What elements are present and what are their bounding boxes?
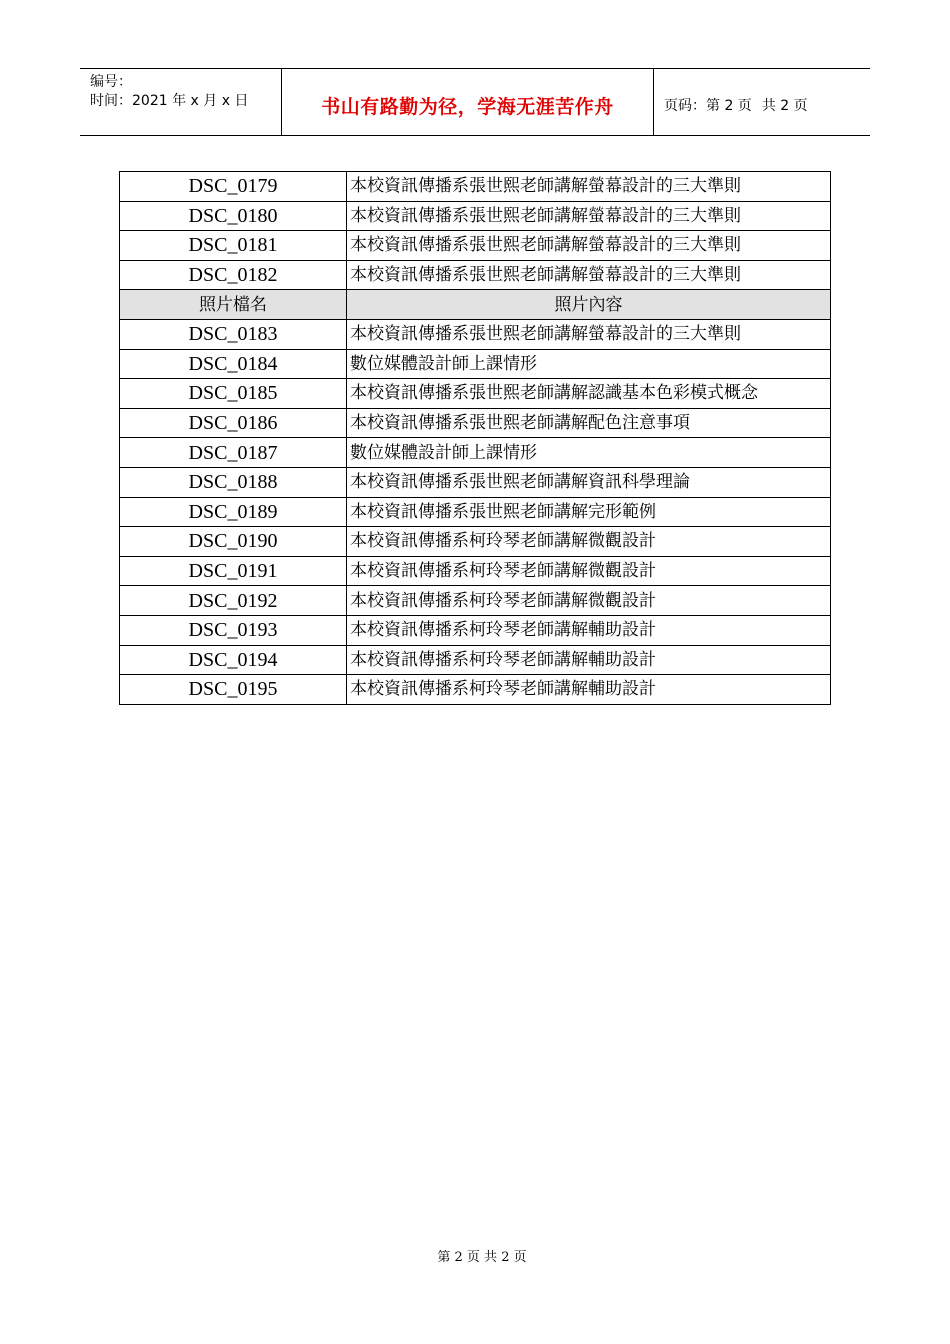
table-row (120, 556, 831, 586)
photo-filename: DSC_0180 (120, 201, 347, 231)
column-header-filename: 照片檔名 (120, 290, 347, 320)
photo-description: 本校資訊傳播系張世熙老師講解資訊科學理論 (347, 467, 831, 497)
table-row (120, 615, 831, 645)
table-row (120, 319, 831, 349)
photo-filename: DSC_0193 (120, 615, 347, 645)
photo-filename: DSC_0188 (120, 467, 347, 497)
photo-filename: DSC_0190 (120, 527, 347, 557)
photo-description: 本校資訊傳播系張世熙老師講解配色注意事項 (347, 408, 831, 438)
photo-description: 本校資訊傳播系張世熙老師講解螢幕設計的三大準則 (347, 231, 831, 261)
photo-description: 本校資訊傳播系張世熙老師講解螢幕設計的三大準則 (347, 319, 831, 349)
photo-filename: DSC_0195 (120, 675, 347, 705)
photo-filename: DSC_0191 (120, 556, 347, 586)
table-row (120, 497, 831, 527)
table-row (120, 467, 831, 497)
photo-description: 本校資訊傳播系柯玲琴老師講解輔助設計 (347, 615, 831, 645)
photo-table-body-bottom (120, 319, 831, 704)
photo-description: 本校資訊傳播系張世熙老師講解螢幕設計的三大準則 (347, 260, 831, 290)
photo-table (119, 171, 831, 705)
table-row (120, 408, 831, 438)
photo-description: 本校資訊傳播系柯玲琴老師講解微觀設計 (347, 527, 831, 557)
page-footer: 第 2 页 共 2 页 (437, 1250, 527, 1265)
table-row (120, 379, 831, 409)
table-header-row (120, 290, 831, 320)
photo-filename: DSC_0183 (120, 319, 347, 349)
photo-table-body-top (120, 172, 831, 290)
table-row (120, 349, 831, 379)
table-row (120, 260, 831, 290)
table-row (120, 586, 831, 616)
photo-filename: DSC_0185 (120, 379, 347, 409)
photo-filename: DSC_0181 (120, 231, 347, 261)
photo-description: 本校資訊傳播系柯玲琴老師講解輔助設計 (347, 645, 831, 675)
photo-filename: DSC_0186 (120, 408, 347, 438)
photo-description: 本校資訊傳播系柯玲琴老師講解輔助設計 (347, 675, 831, 705)
photo-description: 數位媒體設計師上課情形 (347, 349, 831, 379)
photo-filename: DSC_0194 (120, 645, 347, 675)
photo-description: 本校資訊傳播系張世熙老師講解螢幕設計的三大準則 (347, 172, 831, 202)
number-label: 编号： (90, 74, 132, 90)
header-meta (80, 69, 282, 135)
photo-description: 本校資訊傳播系張世熙老師講解完形範例 (347, 497, 831, 527)
page-label: 页码：第 2 页 (664, 98, 752, 114)
photo-filename: DSC_0187 (120, 438, 347, 468)
photo-description: 本校資訊傳播系張世熙老師講解認識基本色彩模式概念 (347, 379, 831, 409)
table-row (120, 645, 831, 675)
header-motto: 书山有路勤为径，学海无涯苦作舟 (282, 69, 654, 135)
column-header-content: 照片內容 (347, 290, 831, 320)
photo-table-header (120, 290, 831, 320)
table-row (120, 172, 831, 202)
time-label: 时间：2021 年 x 月 x 日 (90, 93, 249, 109)
page-header (80, 68, 870, 136)
table-row (120, 675, 831, 705)
photo-filename: DSC_0184 (120, 349, 347, 379)
table-row (120, 201, 831, 231)
table-row (120, 438, 831, 468)
photo-filename: DSC_0192 (120, 586, 347, 616)
page-total: 共 2 页 (761, 98, 808, 114)
header-page-info (654, 69, 870, 135)
photo-description: 數位媒體設計師上課情形 (347, 438, 831, 468)
photo-description: 本校資訊傳播系柯玲琴老師講解微觀設計 (347, 556, 831, 586)
table-row (120, 231, 831, 261)
table-row (120, 527, 831, 557)
photo-filename: DSC_0182 (120, 260, 347, 290)
photo-filename: DSC_0189 (120, 497, 347, 527)
photo-filename: DSC_0179 (120, 172, 347, 202)
photo-description: 本校資訊傳播系柯玲琴老師講解微觀設計 (347, 586, 831, 616)
photo-description: 本校資訊傳播系張世熙老師講解螢幕設計的三大準則 (347, 201, 831, 231)
